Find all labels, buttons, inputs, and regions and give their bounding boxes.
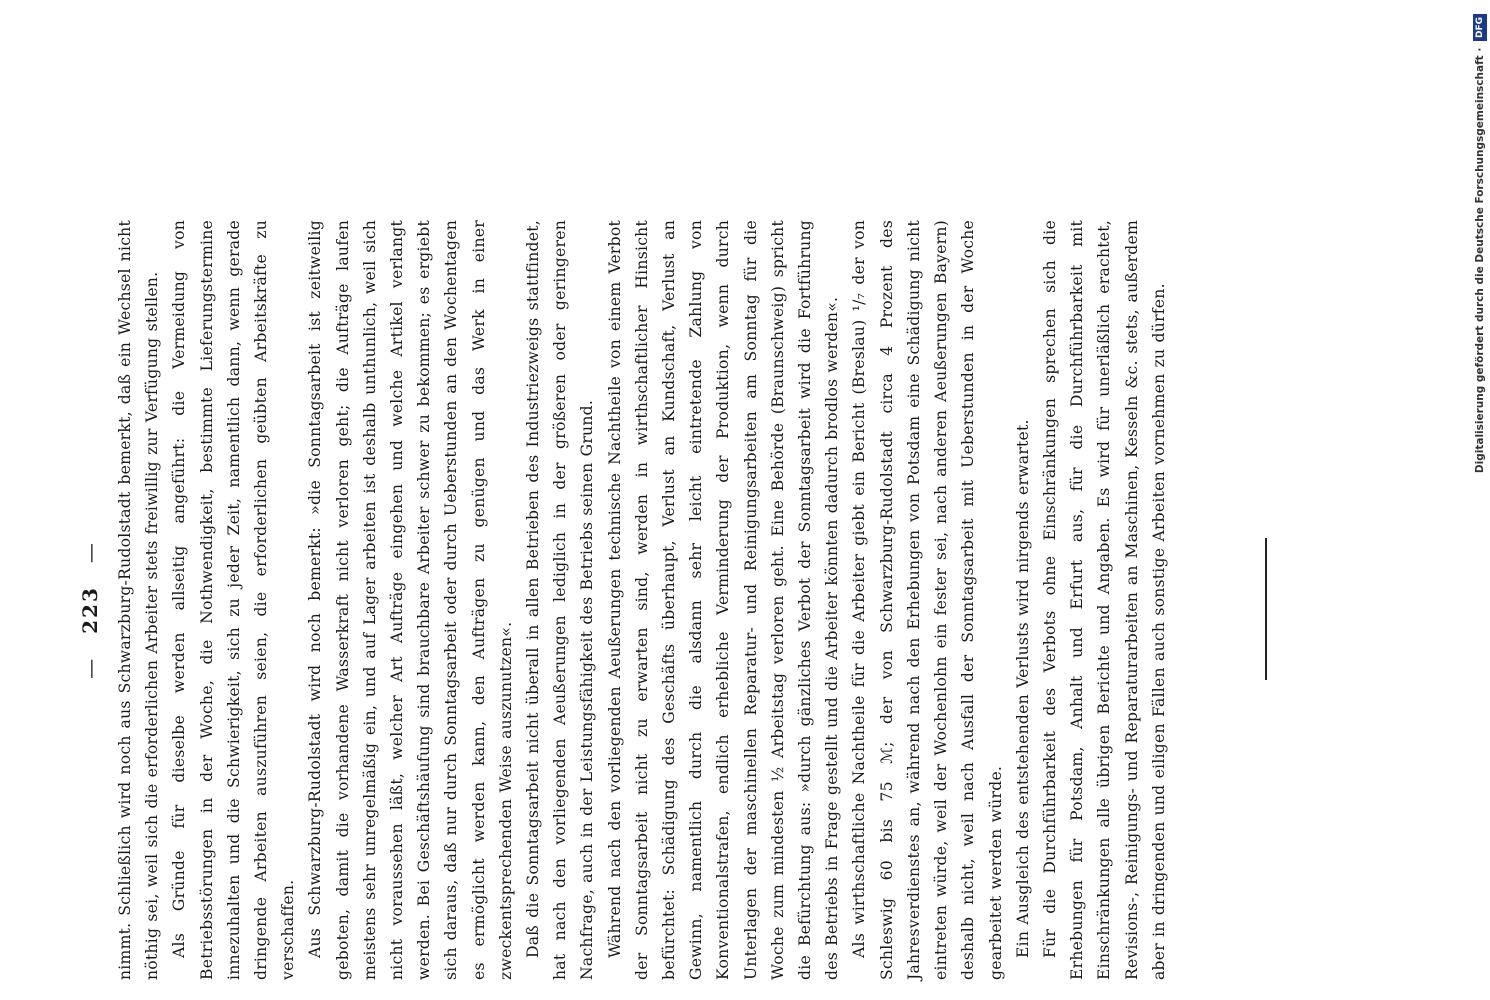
rotated-text-frame <box>70 220 1210 1000</box>
header-dash-right: — <box>78 541 102 564</box>
paragraph: Aus Schwarzburg-Rudolstadt wird noch bemerkt: »die Sonntagsarbeit ist zeitweilig geboten, damit die vorhandene Wasserkraft nicht verloren geht; die Aufträge laufen meistens sehr unregelmäßig ein, und auf Lager arbeiten ist deshalb unthunlich, weil sich nicht voraussehen läßt, welcher Art Aufträge eingehen und welche Artikel verlangt werden. Bei Geschäftshäufung sind brauchbare Arbeiter schwer zu bekommen; es ergiebt sich daraus, daß nur durch Sonntagsarbeit oder durch Ueberstunden an den Wochentagen es ermöglicht werden kann, den Aufträgen zu genügen und das Werk in einer zweckentsprechenden Weise auszunutzen«. <box>306 220 515 980</box>
paragraph: Während nach den vorliegenden Aeußerungen technische Nachtheile von einem Verbot der Sonntagsarbeit nicht zu erwarten sind, werden in wirthschaftlicher Hinsicht befürchtet: Schädigung des Geschäfts überhaupt, Verlust an Kundschaft, Verlust an Gewinn, namentlich durch die alsdann sehr leicht eintretende Zahlung von Konventionalstrafen, endlich erhebliche Verminderung der Produktion, wenn durch Unterlagen der maschinellen Reparatur- und Reinigungsarbeiten am Sonntag für die Woche zum mindesten ½ Arbeitstag verloren geht. Eine Behörde (Braunschweig) spricht die Befürchtung aus: »durch gänzliches Verbot der Sonntagsarbeit wird die Fortführung des Betriebs in Frage gestellt und die Arbeiter könnten dadurch brodlos werden«. <box>605 220 842 980</box>
header-dash-left: — <box>78 656 102 679</box>
body-text <box>112 220 1173 980</box>
paragraph: Ein Ausgleich des entstehenden Verlusts wird nirgends erwartet. <box>1013 419 1032 958</box>
paragraph: nimmt. Schließlich wird noch aus Schwarzburg-Rudolstadt bemerkt, daß ein Wechsel nicht nöthig sei, weil sich die erforderlichen Arbeiter stets freiwillig zur Verfügung stellen. <box>116 220 162 980</box>
paragraph: Als wirthschaftliche Nachtheile für die Arbeiter giebt ein Bericht (Breslau) ¹/₇ der von Schleswig 60 bis 75 ℳ; der von Schwarzburg-Rudolstadt circa 4 Prozent des Jahresverdienstes an, während nach den Erhebungen von Potsdam eine Schädigung nicht eintreten würde, weil der Wochenlohn ein fester sei, nach anderen Aeußerungen Bayern) deshalb nicht, weil nach Ausfall der Sonntagsarbeit mit Ueberstunden in der Woche gearbeitet werden würde. <box>850 220 1005 980</box>
paragraph: Für die Durchführbarkeit des Verbots ohne Einschränkungen sprechen sich die Erhebungen für Potsdam, Anhalt und Erfurt aus, für die Durchführbarkeit mit Einschränkungen alle übrigen Berichte und Angaben. Es wird für unerläßlich erachtet, Revisions-, Reinigungs- und Reparaturarbeiten an Maschinen, Kesseln &c. stets, außerdem aber in dringenden und eiligen Fällen auch sonstige Arbeiten vornehmen zu dürfen. <box>1040 220 1168 980</box>
paragraph: Als Gründe für dieselbe werden allseitig angeführt: die Vermeidung von Betriebsstörungen in der Woche, die Nothwendigkeit, bestimmte Lieferungstermine innezuhalten und die Schwierigkeit, sich zu jeder Zeit, namentlich dann, wenn gerade dringende Arbeiten auszuführen seien, die erforderlichen geübten Arbeitskräfte zu verschaffen. <box>170 220 298 980</box>
section-rule <box>1265 538 1267 680</box>
page-number: 223 <box>78 586 102 634</box>
dfg-logo: DFG <box>1473 14 1487 41</box>
credit-text: Digitalisierung gefördert durch die Deutsche Forschungsgemeinschaft <box>1474 55 1486 474</box>
digitization-credit: Digitalisierung gefördert durch die Deutsche Forschungsgemeinschaft · DFG <box>1470 0 1490 1000</box>
page-header <box>70 220 110 1000</box>
paragraph: Daß die Sonntagsarbeit nicht überall in allen Betrieben des Industriezweigs stattfindet, hat nach den vorliegenden Aeußerungen lediglich in der größeren oder geringeren Nachfrage, auch in der Leistungsfähigkeit des Betriebs seinen Grund. <box>524 220 597 980</box>
